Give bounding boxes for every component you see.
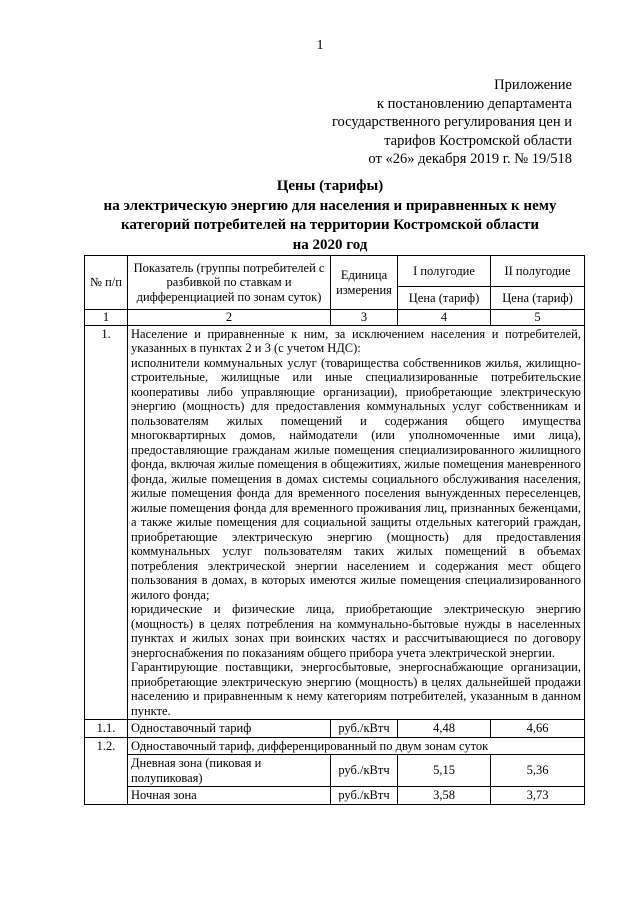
row1-paragraph: исполнители коммунальных услуг (товарищества собственников жилья, жилищно-строительные, жилищные или иные специализированные потребительские кооперативы либо управляющие организации), приобретающие электрическую энергию (мощность) для предоставления коммунальных услуг собственникам и пользователям жилых помещений и содержания общего имущества многоквартирных домов, наймодатели (или уполномоченные ими лица), предоставляющие гражданам жилые помещения специализированного жилищного фонда, включая жилые помещения в общежитиях, жилые помещения маневренного фонда, жилые помещения в домах системы социального обслуживания населения, жилые помещения фонда для временного поселения вынужденных переселенцев, жилые помещения фонда для временного проживания лиц, признанных беженцами, а также жилые помещения для социальной защиты отдельных категорий граждан, приобретающие электрическую энергию (мощность) для предоставления коммунальных услуг пользователям таких жилых помещений в объемах потребления электрической энергии населением и содержания мест общего пользования в домах, в которых имеются жилые помещения специализированного жилого фонда; (131, 355, 581, 602)
header-num: № п/п (85, 256, 128, 310)
header-unit: Единица измерения (331, 256, 398, 310)
row-num: 1.2. (85, 737, 128, 804)
col-number: 3 (331, 310, 398, 326)
page-number: 1 (316, 38, 324, 53)
row-num: 1.1. (85, 720, 128, 738)
table-header-row (85, 256, 585, 287)
table-row (85, 720, 585, 738)
row-label: Одноставочный тариф, дифференцированный по двум зонам суток (128, 737, 585, 755)
col-number: 5 (491, 310, 585, 326)
header-indicator: Показатель (группы потребителей с разбивкой по ставкам и дифференциацией по зонам суток) (128, 256, 331, 310)
row-value-h2: 3,73 (491, 787, 585, 805)
row-value-h2: 5,36 (491, 755, 585, 787)
tariff-table (84, 255, 585, 805)
row-value-h2: 4,66 (491, 720, 585, 738)
column-numbers-row (85, 310, 585, 326)
row1-paragraph: юридические и физические лица, приобретающие электрическую энергию (мощность) в целях потребления на коммунально-бытовые нужды в населенных пунктах и жилых зонах при воинских частях и рассчитывающиеся по договору энергоснабжения по показаниям общего прибора учета электрической энергии. (131, 602, 581, 660)
row1-description (128, 325, 585, 720)
row-label: Одноставочный тариф (128, 720, 331, 738)
table-row (85, 787, 585, 805)
col-number: 1 (85, 310, 128, 326)
table-row (85, 737, 585, 755)
row-value-h1: 4,48 (398, 720, 491, 738)
header-price1: Цена (тариф) (398, 287, 491, 310)
title-line: Цены (тарифы) (276, 178, 384, 194)
row1-paragraph: Гарантирующие поставщики, энергосбытовые, энергоснабжающие организации, приобретающие электрическую энергию (мощность) в целях дальнейшей продажи населению и приравненным к нему категориям потребителей, указанным в данном пункте. (131, 660, 581, 718)
table-row (85, 325, 585, 720)
row-value-h1: 5,15 (398, 755, 491, 787)
appendix-line: от «26» декабря 2019 г. № 19/518 (368, 151, 572, 167)
header-price2: Цена (тариф) (491, 287, 585, 310)
appendix-line: Приложение (494, 77, 572, 93)
title-line: на электрическую энергию для населения и приравненных к нему (103, 197, 557, 214)
header-half2: II полугодие (491, 256, 585, 287)
appendix-line: тарифов Костромской области (384, 132, 572, 149)
document-title (80, 177, 580, 255)
row-unit: руб./кВтч (331, 787, 398, 805)
header-half1: I полугодие (398, 256, 491, 287)
appendix-line: государственного регулирования цен и (331, 114, 572, 130)
row-unit: руб./кВтч (331, 755, 398, 787)
row-unit: руб./кВтч (331, 720, 398, 738)
title-line: категорий потребителей на территории Костромской области (120, 217, 540, 233)
title-line: на 2020 год (292, 236, 368, 253)
row1-paragraph: Население и приравненные к ним, за исключением населения и потребителей, указанных в пунктах 2 и 3 (с учетом НДС): (131, 326, 581, 355)
table-row (85, 755, 585, 787)
row-label: Дневная зона (пиковая и полупиковая) (128, 755, 331, 787)
row-label: Ночная зона (128, 787, 331, 805)
col-number: 4 (398, 310, 491, 326)
row-value-h1: 3,58 (398, 787, 491, 805)
row-num: 1. (85, 325, 128, 720)
col-number: 2 (128, 310, 331, 326)
appendix-line: к постановлению департамента (376, 95, 572, 112)
appendix-block (332, 76, 572, 169)
